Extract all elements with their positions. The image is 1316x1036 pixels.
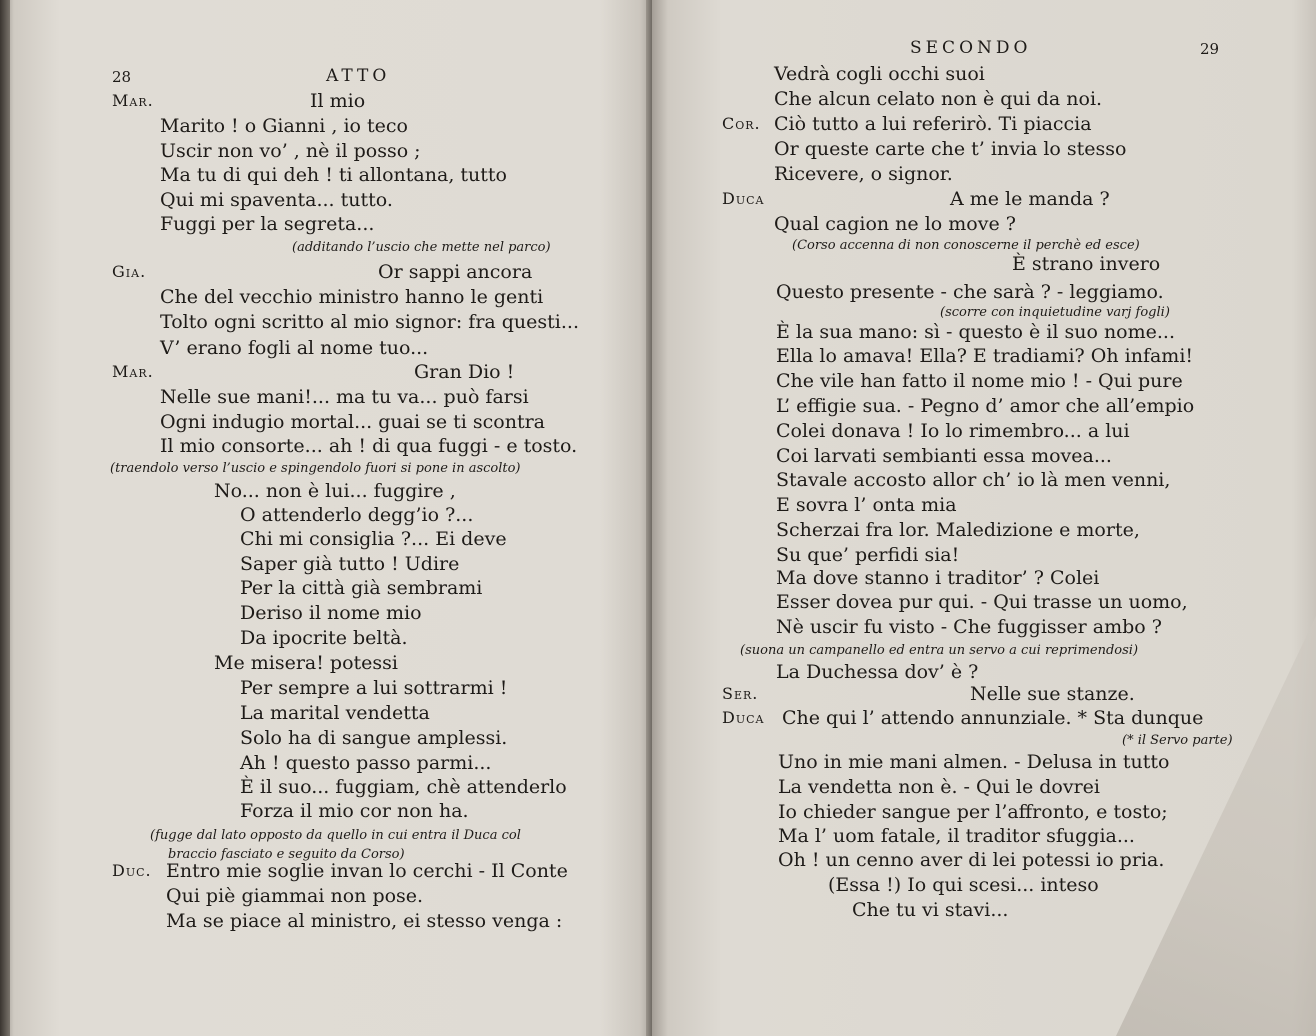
line-text: La vendetta non è. - Qui le dovrei <box>778 776 1101 798</box>
line-text: Da ipocrite beltà. <box>240 627 408 649</box>
line-text: Gran Dio ! <box>414 361 515 383</box>
line-text: La marital vendetta <box>240 702 430 724</box>
line-text: Che del vecchio ministro hanno le genti <box>160 286 544 308</box>
line-text: (scorre con inquietudine varj fogli) <box>940 305 1170 320</box>
right-page <box>652 0 1316 1036</box>
line-text: È la sua mano: sì - questo è il suo nome... <box>776 321 1175 343</box>
running-head-left: ATTO <box>326 66 391 86</box>
line-text: Fuggi per la segreta... <box>160 213 375 235</box>
line-text: Nè uscir fu visto - Che fuggisser ambo ? <box>776 616 1162 638</box>
page-number-left: 28 <box>112 68 132 86</box>
line-text: (suona un campanello ed entra un servo a cui reprimendosi) <box>740 643 1139 658</box>
line-text: Il mio consorte... ah ! di qua fuggi - e tosto. <box>160 435 578 457</box>
folded-page-corner <box>1116 616 1316 1036</box>
speaker-name: Mar. <box>112 91 154 110</box>
line-text: (* il Servo parte) <box>1122 733 1233 748</box>
line-text: Ella lo amava! Ella? E tradiami? Oh infami! <box>776 345 1194 367</box>
line-text: Ah ! questo passo parmi... <box>240 752 492 774</box>
line-text: Che alcun celato non è qui da noi. <box>774 88 1103 110</box>
line-text: Nelle sue mani!... ma tu va... può farsi <box>160 386 529 408</box>
line-text: Qual cagion ne lo move ? <box>774 213 1016 235</box>
running-head-right: SECONDO <box>910 38 1032 58</box>
line-text: Scherzai fra lor. Maledizione e morte, <box>776 519 1140 541</box>
line-text: Deriso il nome mio <box>240 602 422 624</box>
line-text: Ma se piace al ministro, ei stesso venga : <box>166 910 563 932</box>
book-edge <box>0 0 10 1036</box>
speaker-name: Duca <box>722 708 765 727</box>
speaker-name: Duca <box>722 189 765 208</box>
line-text: Ma l’ uom fatale, il traditor sfuggia... <box>778 825 1135 847</box>
line-text: Qui mi spaventa... tutto. <box>160 189 393 211</box>
speaker-name: Cor. <box>722 114 761 133</box>
line-text: (Essa !) Io qui scesi... inteso <box>828 874 1099 896</box>
line-text: Questo presente - che sarà ? - leggiamo. <box>776 281 1164 303</box>
line-text: Ma tu di qui deh ! ti allontana, tutto <box>160 164 507 186</box>
line-text: Che tu vi stavi... <box>852 899 1009 921</box>
line-text: (fugge dal lato opposto da quello in cui entra il Duca col <box>150 828 521 843</box>
speaker-name: Mar. <box>112 362 154 381</box>
line-text: Ma dove stanno i traditor’ ? Colei <box>776 567 1100 589</box>
line-text: Or sappi ancora <box>378 261 533 283</box>
line-text: È il suo... fuggiam, chè attenderlo <box>240 776 567 798</box>
line-text: Entro mie soglie invan lo cerchi - Il Conte <box>166 860 568 882</box>
line-text: Nelle sue stanze. <box>970 683 1135 705</box>
line-text: Esser dovea pur qui. - Qui trasse un uomo, <box>776 591 1188 613</box>
left-page <box>0 0 652 1036</box>
line-text: Su que’ perfidi sia! <box>776 544 960 566</box>
line-text: No... non è lui... fuggire , <box>214 480 456 502</box>
line-text: Colei donava ! Io lo rimembro... a lui <box>776 420 1130 442</box>
line-text: Che qui l’ attendo annunziale. * Sta dunque <box>782 707 1204 729</box>
line-text: A me le manda ? <box>950 188 1110 210</box>
line-text: Stavale accosto allor ch’ io là men venni, <box>776 469 1171 491</box>
line-text: Coi larvati sembianti essa movea... <box>776 445 1112 467</box>
line-text: E sovra l’ onta mia <box>776 494 957 516</box>
line-text: Oh ! un cenno aver di lei potessi io pria. <box>778 849 1165 871</box>
line-text: Ciò tutto a lui referirò. Ti piaccia <box>774 113 1092 135</box>
line-text: Or queste carte che t’ invia lo stesso <box>774 138 1127 160</box>
speaker-name: Gia. <box>112 262 147 281</box>
line-text: Marito ! o Gianni , io teco <box>160 115 408 137</box>
line-text: Saper già tutto ! Udire <box>240 553 460 575</box>
line-text: (Corso accenna di non conoscerne il perchè ed esce) <box>792 238 1140 253</box>
line-text: Uscir non vo’ , nè il posso ; <box>160 140 421 162</box>
line-text: Forza il mio cor non ha. <box>240 800 469 822</box>
line-text: Solo ha di sangue amplessi. <box>240 727 508 749</box>
line-text: Qui piè giammai non pose. <box>166 885 424 907</box>
page-number-right: 29 <box>1200 40 1220 58</box>
line-text: Per sempre a lui sottrarmi ! <box>240 677 508 699</box>
line-text: Il mio <box>310 90 366 112</box>
speaker-name: Duc. <box>112 861 152 880</box>
line-text: braccio fasciato e seguito da Corso) <box>168 847 405 862</box>
line-text: Uno in mie mani almen. - Delusa in tutto <box>778 751 1170 773</box>
line-text: (traendolo verso l’uscio e spingendolo fuori si pone in ascolto) <box>110 461 521 476</box>
line-text: Chi mi consiglia ?... Ei deve <box>240 528 507 550</box>
line-text: V’ erano fogli al nome tuo... <box>160 337 429 359</box>
line-text: (additando l’uscio che mette nel parco) <box>292 240 551 255</box>
line-text: Io chieder sangue per l’affronto, e tosto; <box>778 801 1168 823</box>
speaker-name: Ser. <box>722 684 759 703</box>
line-text: Ogni indugio mortal... guai se ti scontra <box>160 411 546 433</box>
line-text: Per la città già sembrami <box>240 577 483 599</box>
line-text: Tolto ogni scritto al mio signor: fra questi... <box>160 311 579 333</box>
line-text: La Duchessa dov’ è ? <box>776 661 979 683</box>
line-text: Ricevere, o signor. <box>774 163 953 185</box>
line-text: È strano invero <box>1012 253 1161 275</box>
line-text: Me misera! potessi <box>214 652 398 674</box>
line-text: L’ effigie sua. - Pegno d’ amor che all’empio <box>776 395 1195 417</box>
line-text: Che vile han fatto il nome mio ! - Qui pure <box>776 370 1183 392</box>
line-text: O attenderlo degg’io ?... <box>240 504 474 526</box>
line-text: Vedrà cogli occhi suoi <box>774 63 985 85</box>
